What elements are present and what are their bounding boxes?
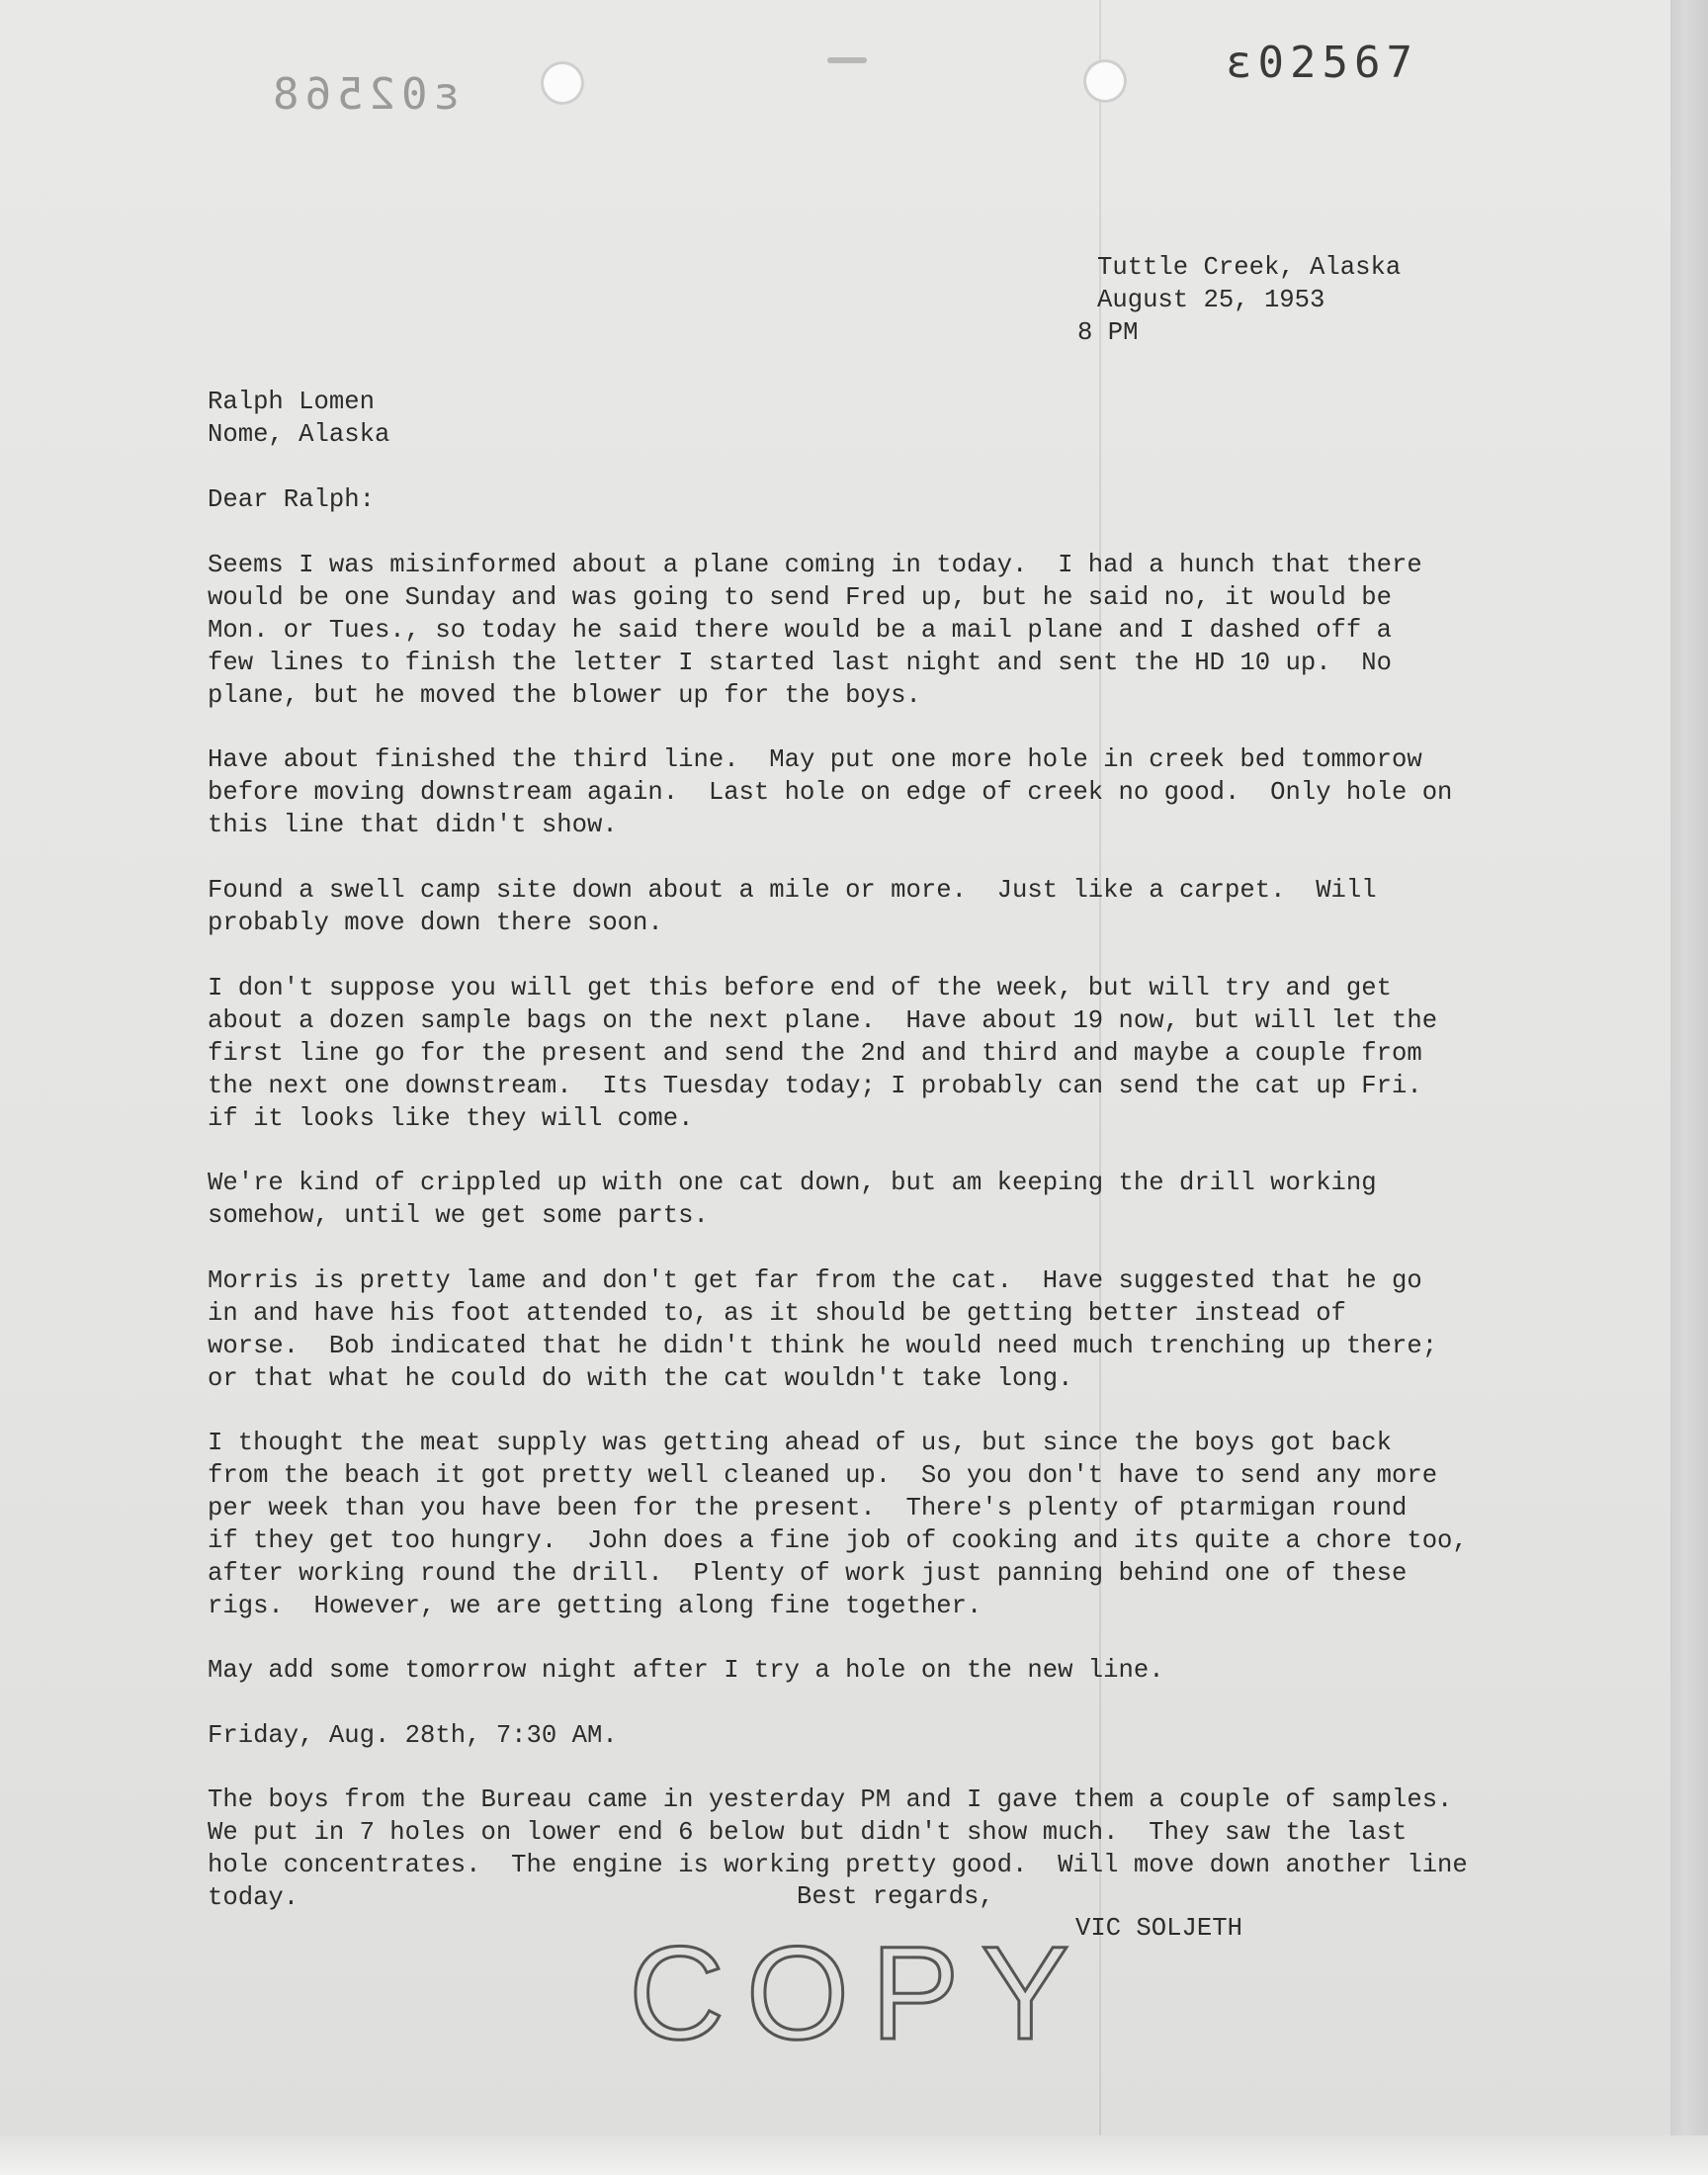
paragraph-line: worse. Bob indicated that he didn't think he would need much trenching up there; bbox=[208, 1332, 1438, 1360]
paragraph-line: somehow, until we get some parts. bbox=[208, 1201, 709, 1230]
paragraph-line: would be one Sunday and was going to send Fred up, but he said no, it would be bbox=[208, 583, 1392, 612]
paragraph-line: hole concentrates. The engine is working pretty good. Will move down another line bbox=[208, 1851, 1468, 1879]
copy-stamp-text: COPY bbox=[629, 1936, 1091, 2054]
signature: VIC SOLJETH bbox=[1075, 1914, 1242, 1943]
header-date: August 25, 1953 bbox=[1097, 286, 1325, 314]
paragraph-line: May add some tomorrow night after I try a hole on the new line. bbox=[208, 1656, 1164, 1685]
paragraph-line: I don't suppose you will get this before end of the week, but will try and get bbox=[208, 974, 1392, 1002]
paragraph-line: probably move down there soon. bbox=[208, 909, 663, 937]
recipient-name: Ralph Lomen bbox=[208, 388, 375, 416]
paragraph-6 bbox=[208, 1264, 1437, 1395]
header-time: 8 PM bbox=[1077, 318, 1139, 347]
paragraph-line: in and have his foot attended to, as it should be getting better instead of bbox=[208, 1299, 1346, 1328]
scan-mark bbox=[827, 57, 867, 63]
paragraph-7 bbox=[208, 1427, 1468, 1622]
header-place: Tuttle Creek, Alaska bbox=[1097, 253, 1402, 282]
bleed-through-number-stamp: ε02568 bbox=[267, 69, 460, 120]
paragraph-line: We put in 7 holes on lower end 6 below but didn't show much. They saw the last bbox=[208, 1818, 1408, 1847]
paragraph-3 bbox=[208, 874, 1377, 939]
salutation bbox=[208, 483, 375, 516]
punch-hole-left bbox=[541, 61, 584, 105]
paragraph-line: today. bbox=[208, 1883, 299, 1912]
paragraph-2 bbox=[208, 743, 1452, 841]
paragraph-line: the next one downstream. Its Tuesday today; I probably can send the cat up Fri. bbox=[208, 1072, 1422, 1100]
paragraph-8 bbox=[208, 1654, 1164, 1687]
paragraph-line: We're kind of crippled up with one cat down, but am keeping the drill working bbox=[208, 1169, 1377, 1197]
paragraph-line: or that what he could do with the cat wouldn't take long. bbox=[208, 1364, 1073, 1393]
salutation-text: Dear Ralph: bbox=[208, 485, 375, 514]
recipient-block bbox=[208, 386, 389, 451]
paragraph-line: per week than you have been for the present. There's plenty of ptarmigan round bbox=[208, 1494, 1408, 1522]
copy-stamp bbox=[573, 1936, 1147, 2054]
paragraph-line: first line go for the present and send the 2nd and third and maybe a couple from bbox=[208, 1039, 1422, 1068]
paragraph-line: I thought the meat supply was getting ahead of us, but since the boys got back bbox=[208, 1429, 1392, 1457]
postscript-dateline bbox=[208, 1719, 618, 1752]
document-number-stamp: ε02567 bbox=[1226, 38, 1418, 88]
paragraph-line: Mon. or Tues., so today he said there would be a mail plane and I dashed off a bbox=[208, 616, 1392, 645]
closing: Best regards, bbox=[797, 1882, 994, 1911]
paragraph-line: if it looks like they will come. bbox=[208, 1104, 694, 1133]
paragraph-line: from the beach it got pretty well cleaned up. So you don't have to send any more bbox=[208, 1461, 1438, 1490]
paragraph-line: few lines to finish the letter I started last night and sent the HD 10 up. No bbox=[208, 649, 1392, 677]
scanner-edge bbox=[1670, 0, 1708, 2175]
page-bottom-margin bbox=[0, 2135, 1708, 2175]
paragraph-line: this line that didn't show. bbox=[208, 811, 618, 839]
paragraph-line: The boys from the Bureau came in yesterday PM and I gave them a couple of samples. bbox=[208, 1785, 1453, 1814]
letter-header bbox=[1077, 251, 1402, 349]
paragraph-line: Have about finished the third line. May put one more hole in creek bed tommorow bbox=[208, 745, 1422, 774]
paragraph-line: after working round the drill. Plenty of work just panning behind one of these bbox=[208, 1559, 1408, 1588]
recipient-location: Nome, Alaska bbox=[208, 420, 390, 449]
paragraph-line: Morris is pretty lame and don't get far from the cat. Have suggested that he go bbox=[208, 1266, 1422, 1295]
paragraph-line: plane, but he moved the blower up for the boys. bbox=[208, 681, 921, 710]
paragraph-4 bbox=[208, 972, 1437, 1135]
paragraph-line: if they get too hungry. John does a fine job of cooking and its quite a chore too, bbox=[208, 1526, 1468, 1555]
paragraph-line: before moving downstream again. Last hole on edge of creek no good. Only hole on bbox=[208, 778, 1453, 807]
paragraph-line: about a dozen sample bags on the next plane. Have about 19 now, but will let the bbox=[208, 1006, 1438, 1035]
paragraph-5 bbox=[208, 1167, 1377, 1232]
paragraph-line: rigs. However, we are getting along fine together. bbox=[208, 1592, 982, 1620]
paragraph-line: Found a swell camp site down about a mile or more. Just like a carpet. Will bbox=[208, 876, 1377, 905]
paragraph-line: Friday, Aug. 28th, 7:30 AM. bbox=[208, 1721, 618, 1750]
punch-hole-right bbox=[1083, 59, 1127, 103]
paragraph-1 bbox=[208, 549, 1422, 712]
paragraph-line: Seems I was misinformed about a plane coming in today. I had a hunch that there bbox=[208, 551, 1422, 579]
